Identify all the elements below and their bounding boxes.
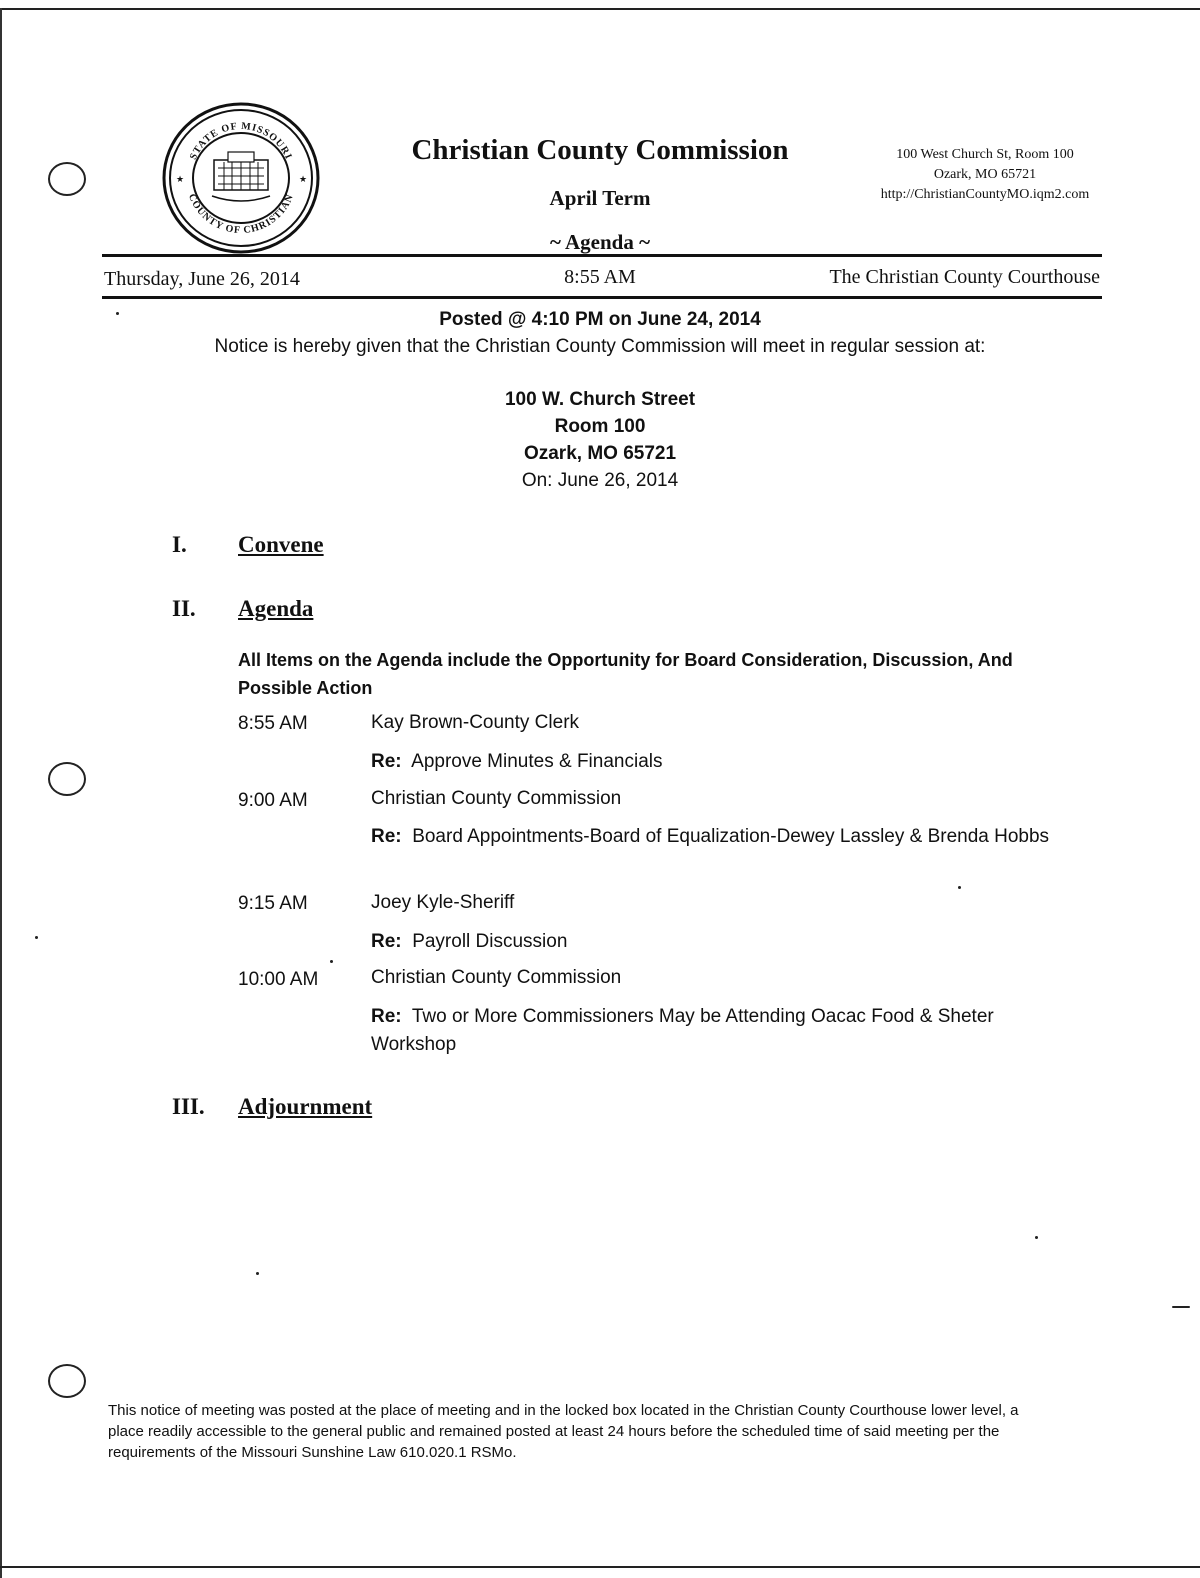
punch-hole-top: [48, 162, 86, 196]
agenda-item-subject: [371, 748, 1051, 776]
agenda-item-time: 10:00 AM: [238, 969, 319, 990]
scan-speck: [330, 960, 333, 963]
posted-notice: Posted @ 4:10 PM on June 24, 2014: [439, 309, 761, 330]
location-date: On: June 26, 2014: [521, 470, 679, 491]
section-title-adjournment: Adjournment: [238, 1094, 373, 1119]
re-label: Re:: [371, 1006, 402, 1027]
address-block: [860, 145, 1110, 205]
agenda-item-subject-text: Two or More Commissioners May be Attending Oacac Food & Sheter Workshop: [371, 1006, 994, 1055]
website-link[interactable]: http://ChristianCountyMO.iqm2.com: [880, 187, 1090, 202]
header-rule-top: [102, 254, 1102, 257]
svg-text:STATE OF MISSOURI: STATE OF MISSOURI: [187, 120, 295, 162]
commission-title: Christian County Commission: [411, 134, 789, 166]
scan-speck: [35, 936, 38, 939]
agenda-item-subject: [371, 1003, 1051, 1059]
agenda-intro: All Items on the Agenda include the Opportunity for Board Consideration, Discussion, And Possible Action: [238, 650, 1013, 698]
session-notice: Notice is hereby given that the Christian County Commission will meet in regular session at:: [214, 336, 986, 357]
agenda-item-presenter: Joey Kyle-Sheriff: [371, 892, 515, 913]
agenda-item-time: 9:00 AM: [238, 790, 308, 811]
section-number-2: II.: [172, 596, 196, 621]
location-city: Ozark, MO 65721: [523, 443, 677, 464]
re-label: Re:: [371, 931, 402, 952]
scan-speck: [116, 312, 119, 315]
address-line-2: Ozark, MO 65721: [933, 167, 1037, 182]
agenda-item-subject: [371, 823, 1051, 851]
scan-speck: [256, 1272, 259, 1275]
scan-border-top: [0, 8, 1200, 10]
svg-text:★: ★: [299, 174, 308, 184]
agenda-item-subject-text: Approve Minutes & Financials: [411, 751, 663, 772]
section-title-convene: Convene: [238, 532, 324, 557]
scan-speck: [958, 886, 961, 889]
re-label: Re:: [371, 751, 402, 772]
svg-text:COUNTY OF CHRISTIAN: COUNTY OF CHRISTIAN: [185, 192, 297, 237]
posting-compliance-note: This notice of meeting was posted at the place of meeting and in the locked box located in the Christian County Courthouse lower level, a place readily accessible to the general public and remained posted at least 24 hours before the scheduled time of said meeting per the requirements of the Missouri Sunshine Law 610.020.1 RSMo.: [108, 1402, 1019, 1461]
agenda-item-presenter: Christian County Commission: [371, 788, 622, 809]
agenda-heading: ~ Agenda ~: [549, 230, 651, 254]
punch-hole-middle: [48, 762, 86, 796]
section-number-3: III.: [172, 1094, 205, 1119]
agenda-item-time: 9:15 AM: [238, 893, 308, 914]
agenda-item-subject-text: Board Appointments-Board of Equalization-Dewey Lassley & Brenda Hobbs: [412, 826, 1050, 847]
section-title-agenda: Agenda: [238, 596, 314, 621]
scan-speck: [1172, 1306, 1190, 1308]
scan-speck: [1035, 1236, 1038, 1239]
agenda-item-subject-text: Payroll Discussion: [412, 931, 568, 952]
header-rule-bottom: [102, 296, 1102, 299]
meeting-date: Thursday, June 26, 2014: [104, 268, 300, 290]
agenda-item-subject: [371, 928, 1051, 956]
meeting-place: The Christian County Courthouse: [829, 266, 1100, 288]
address-line-1: 100 West Church St, Room 100: [896, 147, 1074, 162]
location-room: Room 100: [554, 416, 646, 437]
location-street: 100 W. Church Street: [504, 389, 696, 410]
scan-border-bottom: [0, 1566, 1200, 1568]
term-label: April Term: [549, 186, 651, 210]
agenda-item-presenter: Christian County Commission: [371, 967, 622, 988]
svg-text:★: ★: [176, 174, 185, 184]
punch-hole-bottom: [48, 1364, 86, 1398]
re-label: Re:: [371, 826, 402, 847]
agenda-item-time: 8:55 AM: [238, 713, 308, 734]
county-seal-logo: [162, 102, 320, 254]
section-number-1: I.: [172, 532, 187, 557]
meeting-time: 8:55 AM: [564, 266, 636, 288]
agenda-item-presenter: Kay Brown-County Clerk: [371, 712, 580, 733]
scan-border-left: [0, 8, 2, 1578]
